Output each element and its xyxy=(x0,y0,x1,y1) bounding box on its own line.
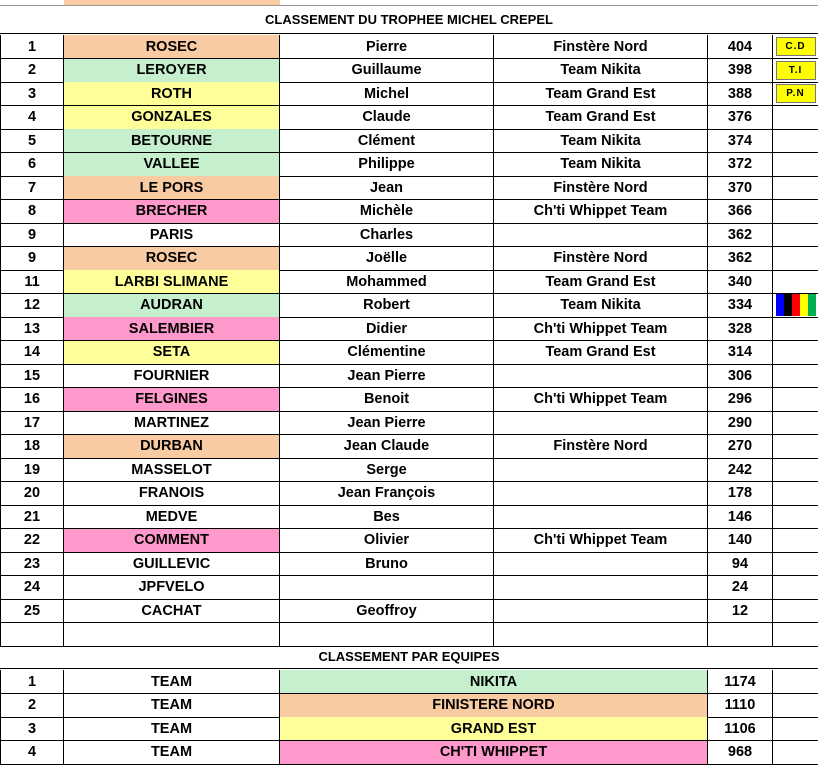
team-cell[interactable]: Team Grand Est xyxy=(494,82,708,106)
last-name-cell[interactable]: BRECHER xyxy=(64,200,280,224)
table-row xyxy=(0,599,818,623)
first-name-cell[interactable]: Serge xyxy=(280,458,494,482)
points-cell[interactable]: 340 xyxy=(708,270,773,294)
table-row xyxy=(0,388,818,412)
points-cell[interactable]: 178 xyxy=(708,482,773,506)
points-cell[interactable]: 12 xyxy=(708,599,773,623)
rank-cell[interactable]: 19 xyxy=(0,458,64,482)
table-row xyxy=(0,223,818,247)
table-row xyxy=(0,294,818,318)
last-name-cell[interactable]: SALEMBIER xyxy=(64,317,280,341)
first-name-cell[interactable]: Bes xyxy=(280,505,494,529)
last-name-cell[interactable]: AUDRAN xyxy=(64,294,280,318)
first-name-cell[interactable]: Pierre xyxy=(280,35,494,59)
team-label-cell[interactable]: TEAM xyxy=(64,670,280,694)
team-cell[interactable]: Ch'ti Whippet Team xyxy=(494,388,708,412)
team-empty-cell[interactable] xyxy=(773,694,818,718)
first-name-cell[interactable]: Geoffroy xyxy=(280,599,494,623)
table-row xyxy=(0,153,818,177)
team-name-cell[interactable]: GRAND EST xyxy=(280,717,708,741)
tag-cell[interactable] xyxy=(773,505,818,529)
last-name-cell[interactable]: MASSELOT xyxy=(64,458,280,482)
first-name-cell[interactable]: Guillaume xyxy=(280,59,494,83)
team-label-cell[interactable]: TEAM xyxy=(64,741,280,765)
tag-cell[interactable] xyxy=(773,223,818,247)
points-cell[interactable]: 270 xyxy=(708,435,773,459)
tag-cell[interactable] xyxy=(773,153,818,177)
first-name-cell[interactable]: Philippe xyxy=(280,153,494,177)
last-name-cell[interactable]: MARTINEZ xyxy=(64,411,280,435)
table-row xyxy=(0,129,818,153)
last-name-cell[interactable]: BETOURNE xyxy=(64,129,280,153)
last-name-cell[interactable]: JPFVELO xyxy=(64,576,280,600)
team-empty-cell[interactable] xyxy=(773,717,818,741)
category-badge: P.N xyxy=(776,84,816,103)
team-points-cell[interactable]: 968 xyxy=(708,741,773,765)
team-cell[interactable] xyxy=(494,599,708,623)
rank-cell[interactable]: 14 xyxy=(0,341,64,365)
team-name-cell[interactable]: CH'TI WHIPPET xyxy=(280,741,708,765)
last-name-cell[interactable]: LEROYER xyxy=(64,59,280,83)
tag-cell[interactable] xyxy=(773,599,818,623)
team-cell[interactable]: Finstère Nord xyxy=(494,247,708,271)
first-name-cell[interactable]: Joëlle xyxy=(280,247,494,271)
table-row xyxy=(0,458,818,482)
table-row xyxy=(0,576,818,600)
team-cell[interactable] xyxy=(494,552,708,576)
team-rank-cell[interactable]: 4 xyxy=(0,741,64,765)
rank-cell[interactable]: 4 xyxy=(0,106,64,130)
table-row xyxy=(0,435,818,459)
table-row xyxy=(0,411,818,435)
team-cell[interactable] xyxy=(494,505,708,529)
last-name-cell[interactable]: ROSEC xyxy=(64,247,280,271)
last-name-cell[interactable]: LE PORS xyxy=(64,176,280,200)
team-row xyxy=(0,717,818,741)
first-name-cell[interactable]: Robert xyxy=(280,294,494,318)
points-cell[interactable]: 376 xyxy=(708,106,773,130)
team-name-cell[interactable]: NIKITA xyxy=(280,670,708,694)
rank-cell[interactable]: 23 xyxy=(0,552,64,576)
empty-cell[interactable] xyxy=(0,623,64,647)
rank-cell[interactable]: 3 xyxy=(0,82,64,106)
team-row xyxy=(0,670,818,694)
first-name-cell[interactable]: Bruno xyxy=(280,552,494,576)
last-name-cell[interactable]: DURBAN xyxy=(64,435,280,459)
rank-cell[interactable]: 12 xyxy=(0,294,64,318)
empty-cell[interactable] xyxy=(494,623,708,647)
points-cell[interactable]: 146 xyxy=(708,505,773,529)
rank-cell[interactable]: 6 xyxy=(0,153,64,177)
empty-cell[interactable] xyxy=(773,623,818,647)
tag-cell[interactable] xyxy=(773,529,818,553)
points-cell[interactable]: 398 xyxy=(708,59,773,83)
team-rank-cell[interactable]: 1 xyxy=(0,670,64,694)
tag-cell[interactable] xyxy=(773,294,818,318)
table-row xyxy=(0,176,818,200)
team-points-cell[interactable]: 1174 xyxy=(708,670,773,694)
last-name-cell[interactable]: VALLEE xyxy=(64,153,280,177)
team-row xyxy=(0,694,818,718)
tag-cell[interactable] xyxy=(773,411,818,435)
tag-cell[interactable] xyxy=(773,106,818,130)
first-name-cell[interactable]: Jean xyxy=(280,176,494,200)
empty-row xyxy=(0,623,818,647)
first-name-cell[interactable]: Michel xyxy=(280,82,494,106)
tag-cell[interactable] xyxy=(773,35,818,59)
points-cell[interactable]: 374 xyxy=(708,129,773,153)
team-empty-cell[interactable] xyxy=(773,670,818,694)
tag-cell[interactable] xyxy=(773,435,818,459)
team-cell[interactable] xyxy=(494,576,708,600)
first-name-cell[interactable]: Claude xyxy=(280,106,494,130)
rank-cell[interactable]: 21 xyxy=(0,505,64,529)
first-name-cell[interactable]: Jean François xyxy=(280,482,494,506)
first-name-cell[interactable]: Mohammed xyxy=(280,270,494,294)
table-row xyxy=(0,106,818,130)
points-cell[interactable]: 140 xyxy=(708,529,773,553)
first-name-cell[interactable]: Benoit xyxy=(280,388,494,412)
tag-cell[interactable] xyxy=(773,59,818,83)
table-row xyxy=(0,529,818,553)
ranking-title: CLASSEMENT DU TROPHEE MICHEL CREPEL xyxy=(0,6,818,34)
first-name-cell[interactable]: Clément xyxy=(280,129,494,153)
team-cell[interactable] xyxy=(494,364,708,388)
table-row xyxy=(0,59,818,83)
last-name-cell[interactable]: FOURNIER xyxy=(64,364,280,388)
team-rank-cell[interactable]: 2 xyxy=(0,694,64,718)
tag-cell[interactable] xyxy=(773,176,818,200)
team-cell[interactable]: Ch'ti Whippet Team xyxy=(494,317,708,341)
team-label-cell[interactable]: TEAM xyxy=(64,694,280,718)
rank-cell[interactable]: 22 xyxy=(0,529,64,553)
rank-cell[interactable]: 16 xyxy=(0,388,64,412)
rank-cell[interactable]: 18 xyxy=(0,435,64,459)
first-name-cell[interactable]: Charles xyxy=(280,223,494,247)
tag-cell[interactable] xyxy=(773,82,818,106)
points-cell[interactable]: 314 xyxy=(708,341,773,365)
tag-cell[interactable] xyxy=(773,364,818,388)
team-points-cell[interactable]: 1106 xyxy=(708,717,773,741)
team-cell[interactable]: Finstère Nord xyxy=(494,435,708,459)
table-row xyxy=(0,270,818,294)
team-empty-cell[interactable] xyxy=(773,741,818,765)
rank-cell[interactable]: 2 xyxy=(0,59,64,83)
rank-cell[interactable]: 24 xyxy=(0,576,64,600)
table-row xyxy=(0,247,818,271)
last-name-cell[interactable]: MEDVE xyxy=(64,505,280,529)
team-name-cell[interactable]: FINISTERE NORD xyxy=(280,694,708,718)
table-row xyxy=(0,552,818,576)
first-name-cell[interactable]: Jean Pierre xyxy=(280,364,494,388)
last-name-cell[interactable]: CACHAT xyxy=(64,599,280,623)
first-name-cell[interactable]: Clémentine xyxy=(280,341,494,365)
champion-stripes-icon xyxy=(776,294,816,316)
first-name-cell[interactable]: Michèle xyxy=(280,200,494,224)
points-cell[interactable]: 362 xyxy=(708,223,773,247)
team-cell[interactable]: Ch'ti Whippet Team xyxy=(494,529,708,553)
table-row xyxy=(0,341,818,365)
rank-cell[interactable]: 13 xyxy=(0,317,64,341)
tag-cell[interactable] xyxy=(773,317,818,341)
team-points-cell[interactable]: 1110 xyxy=(708,694,773,718)
rank-cell[interactable]: 1 xyxy=(0,35,64,59)
points-cell[interactable]: 404 xyxy=(708,35,773,59)
points-cell[interactable]: 328 xyxy=(708,317,773,341)
rank-cell[interactable]: 9 xyxy=(0,223,64,247)
tag-cell[interactable] xyxy=(773,576,818,600)
rank-cell[interactable]: 11 xyxy=(0,270,64,294)
tag-cell[interactable] xyxy=(773,247,818,271)
points-cell[interactable]: 372 xyxy=(708,153,773,177)
tag-cell[interactable] xyxy=(773,552,818,576)
team-cell[interactable] xyxy=(494,482,708,506)
team-cell[interactable]: Finstère Nord xyxy=(494,176,708,200)
team-ranking-title: CLASSEMENT PAR EQUIPES xyxy=(0,645,818,669)
points-cell[interactable]: 24 xyxy=(708,576,773,600)
points-cell[interactable]: 388 xyxy=(708,82,773,106)
points-cell[interactable]: 94 xyxy=(708,552,773,576)
last-name-cell[interactable]: LARBI SLIMANE xyxy=(64,270,280,294)
points-cell[interactable]: 296 xyxy=(708,388,773,412)
last-name-cell[interactable]: GUILLEVIC xyxy=(64,552,280,576)
empty-cell[interactable] xyxy=(64,623,280,647)
table-row xyxy=(0,35,818,59)
table-row xyxy=(0,482,818,506)
team-cell[interactable]: Ch'ti Whippet Team xyxy=(494,200,708,224)
points-cell[interactable]: 362 xyxy=(708,247,773,271)
points-cell[interactable]: 242 xyxy=(708,458,773,482)
table-row xyxy=(0,200,818,224)
empty-cell[interactable] xyxy=(280,623,494,647)
team-cell[interactable]: Team Nikita xyxy=(494,129,708,153)
last-name-cell[interactable]: ROSEC xyxy=(64,35,280,59)
category-badge: T.I xyxy=(776,61,816,80)
team-cell[interactable]: Team Grand Est xyxy=(494,341,708,365)
first-name-cell[interactable]: Jean Pierre xyxy=(280,411,494,435)
table-row xyxy=(0,505,818,529)
table-row xyxy=(0,82,818,106)
team-cell[interactable]: Team Grand Est xyxy=(494,270,708,294)
points-cell[interactable]: 370 xyxy=(708,176,773,200)
points-cell[interactable]: 334 xyxy=(708,294,773,318)
points-cell[interactable]: 290 xyxy=(708,411,773,435)
rank-cell[interactable]: 5 xyxy=(0,129,64,153)
team-row xyxy=(0,741,818,765)
last-name-cell[interactable]: ROTH xyxy=(64,82,280,106)
points-cell[interactable]: 306 xyxy=(708,364,773,388)
last-name-cell[interactable]: SETA xyxy=(64,341,280,365)
team-cell[interactable] xyxy=(494,411,708,435)
category-badge: C.D xyxy=(776,37,816,56)
last-name-cell[interactable]: GONZALES xyxy=(64,106,280,130)
tag-cell[interactable] xyxy=(773,341,818,365)
team-cell[interactable]: Team Nikita xyxy=(494,153,708,177)
last-name-cell[interactable]: FELGINES xyxy=(64,388,280,412)
tag-cell[interactable] xyxy=(773,270,818,294)
last-name-cell[interactable]: PARIS xyxy=(64,223,280,247)
team-cell[interactable]: Finstère Nord xyxy=(494,35,708,59)
rank-cell[interactable]: 7 xyxy=(0,176,64,200)
tag-cell[interactable] xyxy=(773,482,818,506)
rank-cell[interactable]: 20 xyxy=(0,482,64,506)
table-row xyxy=(0,317,818,341)
first-name-cell[interactable]: Olivier xyxy=(280,529,494,553)
first-name-cell[interactable]: Jean Claude xyxy=(280,435,494,459)
rank-cell[interactable]: 8 xyxy=(0,200,64,224)
first-name-cell[interactable] xyxy=(280,576,494,600)
team-cell[interactable]: Team Nikita xyxy=(494,59,708,83)
table-row xyxy=(0,364,818,388)
rank-cell[interactable]: 15 xyxy=(0,364,64,388)
first-name-cell[interactable]: Didier xyxy=(280,317,494,341)
team-cell[interactable] xyxy=(494,458,708,482)
team-label-cell[interactable]: TEAM xyxy=(64,717,280,741)
points-cell[interactable]: 366 xyxy=(708,200,773,224)
team-cell[interactable]: Team Grand Est xyxy=(494,106,708,130)
last-name-cell[interactable]: COMMENT xyxy=(64,529,280,553)
empty-cell[interactable] xyxy=(708,623,773,647)
team-rank-cell[interactable]: 3 xyxy=(0,717,64,741)
tag-cell[interactable] xyxy=(773,129,818,153)
tag-cell[interactable] xyxy=(773,458,818,482)
rank-cell[interactable]: 17 xyxy=(0,411,64,435)
tag-cell[interactable] xyxy=(773,200,818,224)
team-cell[interactable]: Team Nikita xyxy=(494,294,708,318)
rank-cell[interactable]: 25 xyxy=(0,599,64,623)
tag-cell[interactable] xyxy=(773,388,818,412)
last-name-cell[interactable]: FRANOIS xyxy=(64,482,280,506)
rank-cell[interactable]: 9 xyxy=(0,247,64,271)
team-cell[interactable] xyxy=(494,223,708,247)
